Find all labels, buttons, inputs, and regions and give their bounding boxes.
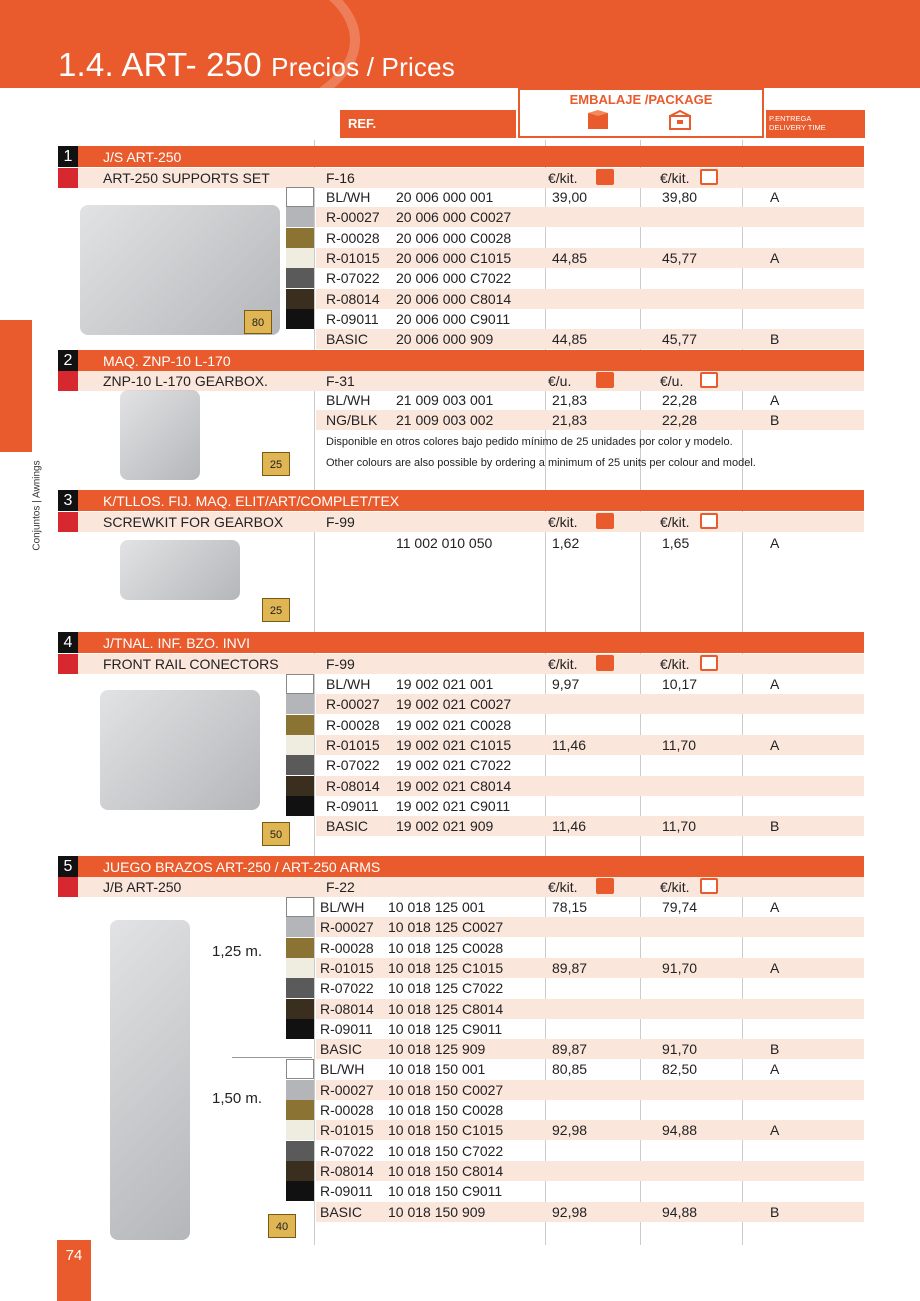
open-box-icon <box>668 110 692 130</box>
cell-price1: 39,00 <box>552 189 588 205</box>
cell-code: BL/WH <box>326 189 371 205</box>
cell-ref: 10 018 125 C9011 <box>388 1021 503 1037</box>
cell-delivery: B <box>770 1041 780 1057</box>
section-title: K/TLLOS. FIJ. MAQ. ELIT/ART/COMPLET/TEX <box>103 493 400 509</box>
color-swatch <box>286 207 314 227</box>
cell-ref: 10 018 125 C0028 <box>388 940 504 956</box>
cell-price2: 10,17 <box>662 676 698 692</box>
color-swatch <box>286 1100 314 1120</box>
color-swatch <box>286 228 314 248</box>
cell-code: R-00028 <box>320 1102 374 1118</box>
section-subheader <box>58 512 864 532</box>
section-header <box>58 490 864 511</box>
cell-ref: 19 002 021 C9011 <box>396 798 511 814</box>
unit-closed-box: €/kit. <box>548 879 578 895</box>
color-swatch <box>286 674 314 694</box>
cell-ref: 20 006 000 C0028 <box>396 230 512 246</box>
cell-ref: 19 002 021 C0027 <box>396 696 512 712</box>
closed-box-icon <box>596 878 614 894</box>
section-subheader <box>58 877 864 897</box>
availability-note-es: Disponible en otros colores bajo pedido mínimo de 25 unidades por color y modelo. <box>326 436 733 448</box>
cell-code: R-08014 <box>320 1163 374 1179</box>
color-swatch <box>286 999 314 1019</box>
section-tag-icon <box>58 512 78 532</box>
package-quantity-badge: 25 <box>262 598 290 622</box>
unit-open-box: €/kit. <box>660 170 690 186</box>
table-row <box>316 796 864 816</box>
package-quantity-badge: 80 <box>244 310 272 334</box>
cell-code: R-09011 <box>326 311 379 327</box>
product-name: FRONT RAIL CONECTORS <box>103 656 279 672</box>
cell-price1: 80,85 <box>552 1061 588 1077</box>
table-row <box>316 978 864 998</box>
product-image <box>120 390 200 480</box>
unit-open-box: €/kit. <box>660 656 690 672</box>
cell-price2: 91,70 <box>662 1041 698 1057</box>
section-header <box>58 632 864 653</box>
cell-ref: 10 018 150 C0027 <box>388 1082 504 1098</box>
table-row <box>316 938 864 958</box>
product-image <box>100 690 260 810</box>
cell-code: R-00027 <box>320 1082 374 1098</box>
cell-price1: 1,62 <box>552 535 580 551</box>
page-title: 1.4. ART- 250 Precios / Prices <box>58 46 455 83</box>
table-row <box>316 917 864 937</box>
table-row <box>316 999 864 1019</box>
cell-price1: 89,87 <box>552 1041 588 1057</box>
cell-code: R-01015 <box>326 250 380 266</box>
product-name: J/B ART-250 <box>103 879 182 895</box>
color-swatch <box>286 776 314 796</box>
cell-code: R-09011 <box>320 1183 373 1199</box>
cell-price1: 11,46 <box>552 818 586 834</box>
product-image <box>110 920 190 1240</box>
cell-code: R-00028 <box>326 717 380 733</box>
cell-ref: 10 018 125 C7022 <box>388 980 504 996</box>
closed-box-icon <box>596 513 614 529</box>
product-name: ART-250 SUPPORTS SET <box>103 170 270 186</box>
color-swatch <box>286 1161 314 1181</box>
color-swatch <box>286 897 314 917</box>
unit-open-box: €/kit. <box>660 879 690 895</box>
ref-header: REF. <box>340 110 516 138</box>
package-quantity-badge: 40 <box>268 1214 296 1238</box>
cell-delivery: A <box>770 899 780 915</box>
cell-price2: 11,70 <box>662 737 696 753</box>
color-swatch <box>286 1059 314 1079</box>
product-code: F-16 <box>326 170 355 186</box>
cell-price2: 22,28 <box>662 392 698 408</box>
page-header <box>0 0 920 88</box>
closed-box-icon <box>596 372 614 388</box>
table-row <box>316 329 864 349</box>
section-header <box>58 146 864 167</box>
color-swatch <box>286 268 314 288</box>
open-box-icon <box>700 655 718 671</box>
cell-code: BASIC <box>326 818 369 834</box>
section-title: J/TNAL. INF. BZO. INVI <box>103 635 251 651</box>
cell-price1: 21,83 <box>552 392 588 408</box>
cell-code: R-00027 <box>326 209 380 225</box>
cell-ref: 10 018 125 C0027 <box>388 919 504 935</box>
table-row <box>316 816 864 836</box>
section-number: 1 <box>58 146 78 167</box>
table-row <box>316 776 864 796</box>
cell-price1: 9,97 <box>552 676 580 692</box>
cell-delivery: A <box>770 737 780 753</box>
cell-ref: 21 009 003 002 <box>396 412 494 428</box>
cell-ref: 21 009 003 001 <box>396 392 494 408</box>
table-row <box>316 228 864 248</box>
table-row <box>316 1181 864 1201</box>
cell-delivery: A <box>770 676 780 692</box>
cell-code: R-00028 <box>326 230 380 246</box>
cell-price1: 92,98 <box>552 1122 588 1138</box>
cell-delivery: B <box>770 1204 780 1220</box>
cell-code: BL/WH <box>320 1061 365 1077</box>
closed-box-icon <box>596 169 614 185</box>
cell-code: BASIC <box>320 1204 363 1220</box>
table-row <box>316 207 864 227</box>
cell-delivery: A <box>770 535 780 551</box>
open-box-icon <box>700 372 718 388</box>
color-swatch <box>286 958 314 978</box>
table-row <box>316 1141 864 1161</box>
section-subheader <box>58 654 864 674</box>
product-code: F-22 <box>326 879 355 895</box>
cell-ref: 10 018 125 909 <box>388 1041 486 1057</box>
cell-code: R-09011 <box>320 1021 373 1037</box>
cell-price2: 45,77 <box>662 331 698 347</box>
cell-code: R-07022 <box>320 1143 374 1159</box>
cell-price1: 44,85 <box>552 250 588 266</box>
color-swatch <box>286 735 314 755</box>
product-code: F-99 <box>326 514 355 530</box>
cell-ref: 10 018 150 C0028 <box>388 1102 504 1118</box>
table-row <box>316 1202 864 1222</box>
color-swatch <box>286 1120 314 1140</box>
cell-ref: 19 002 021 C7022 <box>396 757 512 773</box>
cell-price2: 11,70 <box>662 818 696 834</box>
closed-box-icon <box>596 655 614 671</box>
cell-code: BASIC <box>326 331 369 347</box>
cell-price2: 79,74 <box>662 899 698 915</box>
cell-ref: 10 018 150 C1015 <box>388 1122 504 1138</box>
cell-ref: 20 006 000 C0027 <box>396 209 512 225</box>
cell-ref: 10 018 150 001 <box>388 1061 486 1077</box>
unit-closed-box: €/kit. <box>548 656 578 672</box>
unit-closed-box: €/u. <box>548 373 572 389</box>
grid-line <box>314 140 315 1245</box>
table-row <box>316 533 864 553</box>
cell-ref: 19 002 021 001 <box>396 676 494 692</box>
side-tab <box>0 320 32 452</box>
open-box-icon <box>700 878 718 894</box>
table-row <box>316 1080 864 1100</box>
package-quantity-badge: 25 <box>262 452 290 476</box>
table-row <box>316 268 864 288</box>
color-swatch <box>286 978 314 998</box>
open-box-icon <box>700 513 718 529</box>
color-swatch <box>286 917 314 937</box>
cell-ref: 10 018 125 C1015 <box>388 960 504 976</box>
cell-code: R-07022 <box>326 757 380 773</box>
cell-ref: 20 006 000 001 <box>396 189 494 205</box>
color-swatch <box>286 1181 314 1201</box>
section-number: 4 <box>58 632 78 653</box>
cell-delivery: B <box>770 818 780 834</box>
section-tag-icon <box>58 654 78 674</box>
cell-code: R-01015 <box>326 737 380 753</box>
product-name: ZNP-10 L-170 GEARBOX. <box>103 373 268 389</box>
unit-open-box: €/kit. <box>660 514 690 530</box>
page-number: 74 <box>57 1240 91 1301</box>
table-row <box>316 248 864 268</box>
cell-price1: 44,85 <box>552 331 588 347</box>
cell-price2: 82,50 <box>662 1061 698 1077</box>
color-swatch <box>286 289 314 309</box>
cell-ref: 20 006 000 909 <box>396 331 494 347</box>
cell-price1: 78,15 <box>552 899 588 915</box>
table-row <box>316 1059 864 1079</box>
table-row <box>316 187 864 207</box>
table-row <box>316 1039 864 1059</box>
section-header <box>58 856 864 877</box>
cell-code: R-01015 <box>320 1122 374 1138</box>
unit-closed-box: €/kit. <box>548 514 578 530</box>
availability-note-en: Other colours are also possible by ordering a minimum of 25 units per colour and model. <box>326 457 756 469</box>
section-tag-icon <box>58 371 78 391</box>
table-row <box>316 715 864 735</box>
cell-ref: 20 006 000 C7022 <box>396 270 512 286</box>
cell-ref: 20 006 000 C9011 <box>396 311 511 327</box>
cell-code: R-01015 <box>320 960 374 976</box>
delivery-header: P.ENTREGA DELIVERY TIME <box>766 110 865 138</box>
cell-price2: 45,77 <box>662 250 698 266</box>
section-number: 5 <box>58 856 78 877</box>
cell-price2: 22,28 <box>662 412 698 428</box>
color-swatch <box>286 796 314 816</box>
section-subheader <box>58 168 864 188</box>
cell-price2: 1,65 <box>662 535 690 551</box>
section-title: J/S ART-250 <box>103 149 182 165</box>
cell-price1: 89,87 <box>552 960 588 976</box>
section-title: JUEGO BRAZOS ART-250 / ART-250 ARMS <box>103 859 381 875</box>
cell-price1: 21,83 <box>552 412 588 428</box>
cell-ref: 10 018 150 909 <box>388 1204 486 1220</box>
section-number: 3 <box>58 490 78 511</box>
cell-delivery: B <box>770 412 780 428</box>
unit-closed-box: €/kit. <box>548 170 578 186</box>
table-row <box>316 1161 864 1181</box>
color-swatch <box>286 938 314 958</box>
package-header <box>518 88 764 138</box>
cell-price1: 92,98 <box>552 1204 588 1220</box>
table-row <box>316 1120 864 1140</box>
cell-code: R-00027 <box>326 696 380 712</box>
cell-ref: 11 002 010 050 <box>396 535 493 551</box>
cell-code: R-08014 <box>326 291 380 307</box>
cell-ref: 10 018 150 C8014 <box>388 1163 504 1179</box>
cell-delivery: A <box>770 189 780 205</box>
table-row <box>316 1100 864 1120</box>
cell-code: R-00028 <box>320 940 374 956</box>
cell-delivery: A <box>770 960 780 976</box>
arm-length-125: 1,25 m. <box>212 943 263 960</box>
table-row <box>316 410 864 430</box>
cell-code: BL/WH <box>320 899 365 915</box>
unit-open-box: €/u. <box>660 373 684 389</box>
table-row <box>316 674 864 694</box>
product-code: F-31 <box>326 373 355 389</box>
table-row <box>316 735 864 755</box>
table-row <box>316 897 864 917</box>
cell-delivery: A <box>770 1122 780 1138</box>
cell-delivery: A <box>770 1061 780 1077</box>
closed-box-icon <box>586 110 610 130</box>
cell-code: R-08014 <box>326 778 380 794</box>
product-name: SCREWKIT FOR GEARBOX <box>103 514 284 530</box>
cell-delivery: B <box>770 331 780 347</box>
cell-code: R-07022 <box>326 270 380 286</box>
divider <box>232 1057 312 1058</box>
cell-ref: 10 018 125 C8014 <box>388 1001 504 1017</box>
cell-price1: 11,46 <box>552 737 586 753</box>
cell-ref: 19 002 021 C0028 <box>396 717 512 733</box>
cell-price2: 94,88 <box>662 1204 698 1220</box>
cell-code: R-07022 <box>320 980 374 996</box>
cell-delivery: A <box>770 392 780 408</box>
color-swatch <box>286 309 314 329</box>
cell-price2: 94,88 <box>662 1122 698 1138</box>
cell-ref: 10 018 125 001 <box>388 899 486 915</box>
color-swatch <box>286 755 314 775</box>
table-row <box>316 755 864 775</box>
cell-code: R-09011 <box>326 798 379 814</box>
cell-code: BL/WH <box>326 676 371 692</box>
cell-ref: 19 002 021 909 <box>396 818 494 834</box>
open-box-icon <box>700 169 718 185</box>
cell-price2: 91,70 <box>662 960 698 976</box>
cell-code: R-08014 <box>320 1001 374 1017</box>
cell-code: R-00027 <box>320 919 374 935</box>
cell-code: BASIC <box>320 1041 363 1057</box>
package-quantity-badge: 50 <box>262 822 290 846</box>
color-swatch <box>286 1141 314 1161</box>
cell-ref: 10 018 150 C7022 <box>388 1143 504 1159</box>
cell-ref: 20 006 000 C8014 <box>396 291 512 307</box>
color-swatch <box>286 248 314 268</box>
cell-code: BL/WH <box>326 392 371 408</box>
product-code: F-99 <box>326 656 355 672</box>
product-image <box>120 540 240 600</box>
color-swatch <box>286 715 314 735</box>
side-label: Conjuntos | Awnings <box>31 460 43 551</box>
section-header <box>58 350 864 371</box>
section-subheader <box>58 371 864 391</box>
arm-length-150: 1,50 m. <box>212 1090 263 1107</box>
section-title: MAQ. ZNP-10 L-170 <box>103 353 231 369</box>
section-number: 2 <box>58 350 78 371</box>
cell-ref: 20 006 000 C1015 <box>396 250 512 266</box>
cell-ref: 10 018 150 C9011 <box>388 1183 503 1199</box>
color-swatch <box>286 1019 314 1039</box>
table-row <box>316 309 864 329</box>
table-row <box>316 390 864 410</box>
table-row <box>316 958 864 978</box>
table-row <box>316 289 864 309</box>
table-row <box>316 694 864 714</box>
cell-delivery: A <box>770 250 780 266</box>
package-label: EMBALAJE /PACKAGE <box>569 92 713 107</box>
cell-code: NG/BLK <box>326 412 378 428</box>
color-swatch <box>286 1080 314 1100</box>
cell-ref: 19 002 021 C8014 <box>396 778 512 794</box>
section-tag-icon <box>58 877 78 897</box>
color-swatch <box>286 694 314 714</box>
section-tag-icon <box>58 168 78 188</box>
color-swatch <box>286 187 314 207</box>
cell-price2: 39,80 <box>662 189 698 205</box>
table-row <box>316 1019 864 1039</box>
cell-ref: 19 002 021 C1015 <box>396 737 512 753</box>
